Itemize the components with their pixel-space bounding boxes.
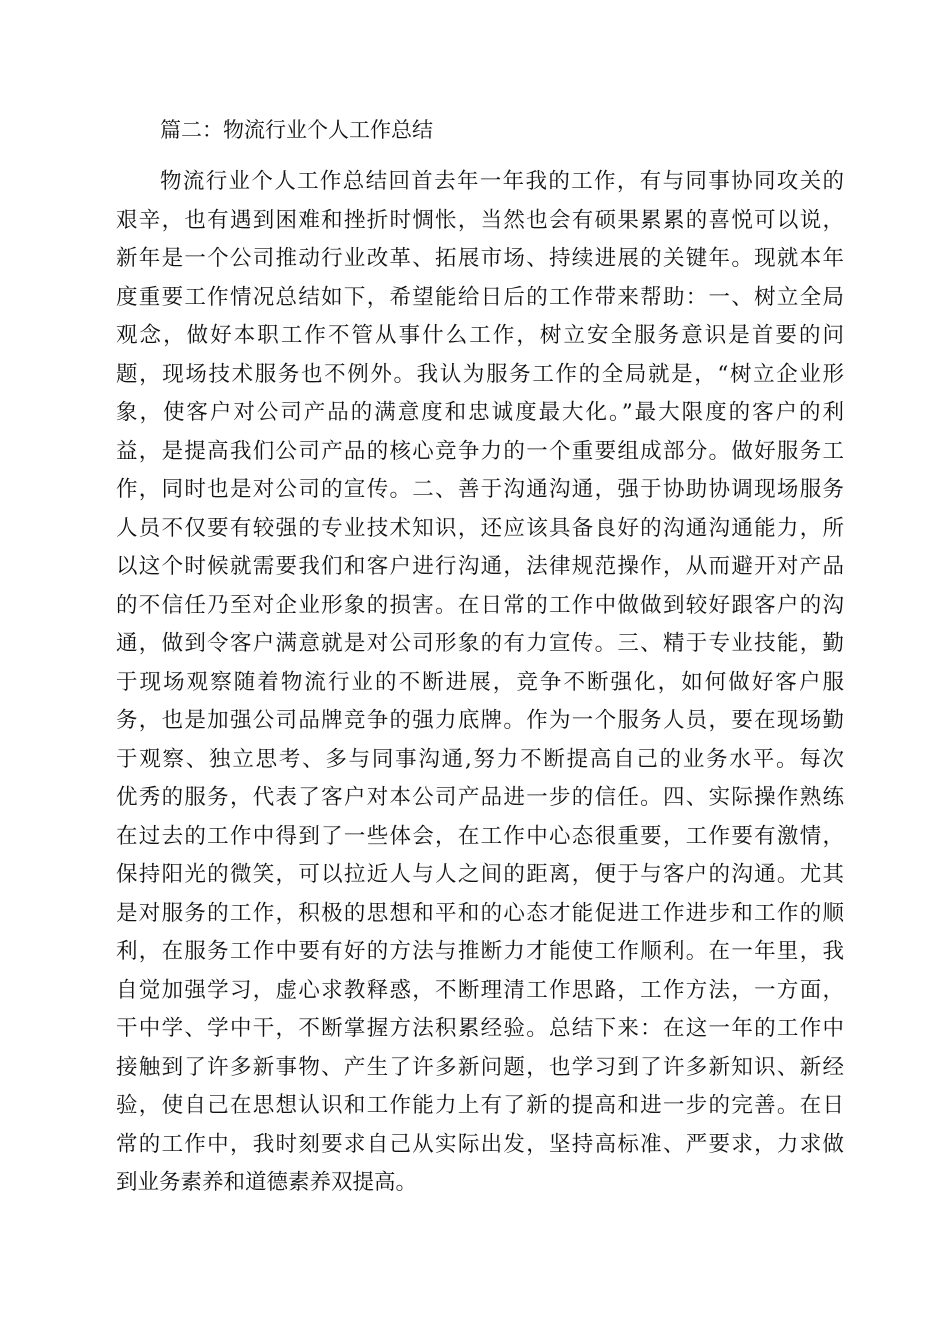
- body-line: 是对服务的工作，积极的思想和平和的心态才能促进工作进步和工作的顺: [116, 900, 844, 926]
- body-line: 常的工作中，我时刻要求自己从实际出发，坚持高标准、严要求，力求做: [116, 1131, 844, 1157]
- body-line: 务，也是加强公司品牌竞争的强力底牌。作为一个服务人员，要在现场勤: [116, 708, 844, 733]
- body-line: 物流行业个人工作总结回首去年一年我的工作，有与同事协同攻关的: [160, 169, 844, 194]
- body-line: 益，是提高我们公司产品的核心竞争力的一个重要组成部分。做好服务工: [116, 438, 844, 464]
- body-line: 接触到了许多新事物、产生了许多新问题，也学习到了许多新知识、新经: [116, 1054, 844, 1080]
- body-line: 题，现场技术服务也不例外。我认为服务工作的全局就是，“树立企业形: [116, 361, 844, 387]
- body-line: 自觉加强学习，虚心求教释惑，不断理清工作思路，工作方法，一方面，: [116, 977, 844, 1003]
- body-line: 人员不仅要有较强的专业技术知识，还应该具备良好的沟通沟通能力，所: [116, 515, 844, 541]
- body-line: 于观察、独立思考、多与同事沟通,努力不断提高自己的业务水平。每次: [116, 746, 844, 772]
- body-line: 于现场观察随着物流行业的不断进展，竞争不断强化，如何做好客户服: [116, 669, 844, 695]
- body-line: 象，使客户对公司产品的满意度和忠诚度最大化。”最大限度的客户的利: [116, 400, 844, 425]
- body-line: 保持阳光的微笑，可以拉近人与人之间的距离，便于与客户的沟通。尤其: [116, 862, 844, 887]
- body-line: 通，做到令客户满意就是对公司形象的有力宣传。三、精于专业技能，勤: [116, 631, 844, 656]
- document-title: 篇二：物流行业个人工作总结: [160, 118, 433, 142]
- body-line: 作，同时也是对公司的宣传。二、善于沟通沟通，强于协助协调现场服务: [116, 477, 844, 502]
- body-line: 的不信任乃至对企业形象的损害。在日常的工作中做做到较好跟客户的沟: [116, 592, 844, 618]
- body-line: 以这个时候就需要我们和客户进行沟通，法律规范操作，从而避开对产品: [116, 554, 844, 579]
- body-line: 度重要工作情况总结如下，希望能给日后的工作带来帮助：一、树立全局: [116, 284, 844, 310]
- body-line: 利，在服务工作中要有好的方法与推断力才能使工作顺利。在一年里，我: [116, 939, 844, 964]
- body-line: 在过去的工作中得到了一些体会，在工作中心态很重要，工作要有激情，: [116, 823, 844, 849]
- document-body: [116, 163, 844, 1203]
- body-line: 到业务素养和道德素养双提高。: [116, 1170, 418, 1195]
- body-line: 优秀的服务，代表了客户对本公司产品进一步的信任。四、实际操作熟练: [116, 785, 844, 810]
- body-line: 验，使自己在思想认识和工作能力上有了新的提高和进一步的完善。在日: [116, 1093, 844, 1118]
- body-line: 新年是一个公司推动行业改革、拓展市场、持续进展的关键年。现就本年: [116, 246, 844, 271]
- body-line: 艰辛，也有遇到困难和挫折时惆怅，当然也会有硕果累累的喜悦可以说，: [116, 207, 844, 233]
- body-line: 干中学、学中干，不断掌握方法积累经验。总结下来：在这一年的工作中: [116, 1016, 844, 1041]
- body-line: 观念，做好本职工作不管从事什么工作，树立安全服务意识是首要的问: [116, 323, 844, 348]
